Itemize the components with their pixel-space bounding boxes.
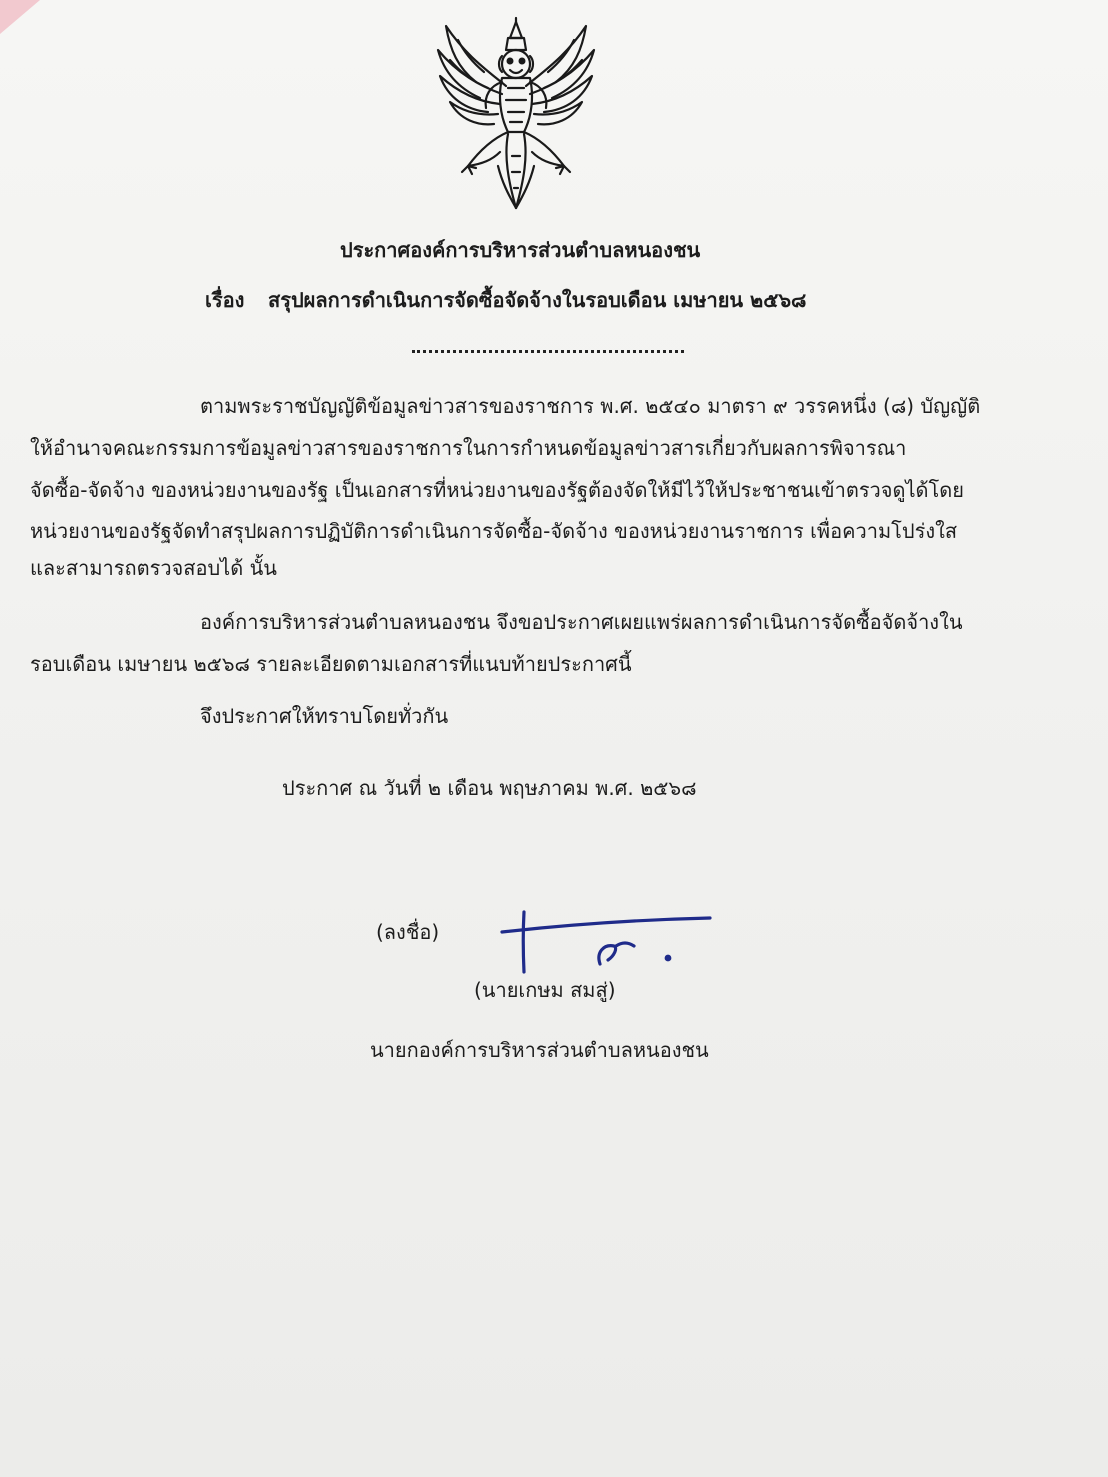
subject-label: เรื่อง xyxy=(205,288,245,312)
sign-label: (ลงชื่อ) xyxy=(376,920,440,944)
paragraph-2-line-1: องค์การบริหารส่วนตำบลหนองชน จึงขอประกาศเผยแพร่ผลการดำเนินการจัดซื้อจัดจ้างใน xyxy=(200,610,963,634)
handwritten-signature xyxy=(496,906,716,986)
paragraph-1-line-2: ให้อำนาจคณะกรรมการข้อมูลข่าวสารของราชการในการกำหนดข้อมูลข่าวสารเกี่ยวกับผลการพิจารณา xyxy=(30,436,907,460)
signer-name: (นายเกษม สมสู่) xyxy=(474,978,616,1002)
paragraph-1-line-1: ตามพระราชบัญญัติข้อมูลข่าวสารของราชการ พ.ศ. ๒๕๔๐ มาตรา ๙ วรรคหนึ่ง (๘) บัญญัติ xyxy=(200,394,981,418)
garuda-emblem-icon xyxy=(428,16,604,212)
paragraph-1-line-3: จัดซื้อ-จัดจ้าง ของหน่วยงานของรัฐ เป็นเอกสารที่หน่วยงานของรัฐต้องจัดให้มีไว้ให้ประชาชนเข้าตรวจดูได้โดย xyxy=(30,478,964,502)
closing-statement: จึงประกาศให้ทราบโดยทั่วกัน xyxy=(200,704,449,728)
dotted-separator xyxy=(412,346,684,353)
subject-text: สรุปผลการดำเนินการจัดซื้อจัดจ้างในรอบเดือน เมษายน ๒๕๖๘ xyxy=(268,288,807,312)
pink-tab-corner xyxy=(0,0,40,34)
announcement-date: ประกาศ ณ วันที่ ๒ เดือน พฤษภาคม พ.ศ. ๒๕๖๘ xyxy=(282,776,697,800)
paragraph-1-line-4: หน่วยงานของรัฐจัดทำสรุปผลการปฏิบัติการดำเนินการจัดซื้อ-จัดจ้าง ของหน่วยงานราชการ เพื่อความโปร่งใส xyxy=(30,519,958,543)
signer-position: นายกองค์การบริหารส่วนตำบลหนองชน xyxy=(370,1038,709,1062)
announcement-title: ประกาศองค์การบริหารส่วนตำบลหนองชน xyxy=(340,238,701,262)
paragraph-1-line-5: และสามารถตรวจสอบได้ นั้น xyxy=(30,556,277,580)
paragraph-2-line-2: รอบเดือน เมษายน ๒๕๖๘ รายละเอียดตามเอกสารที่แนบท้ายประกาศนี้ xyxy=(30,652,632,676)
